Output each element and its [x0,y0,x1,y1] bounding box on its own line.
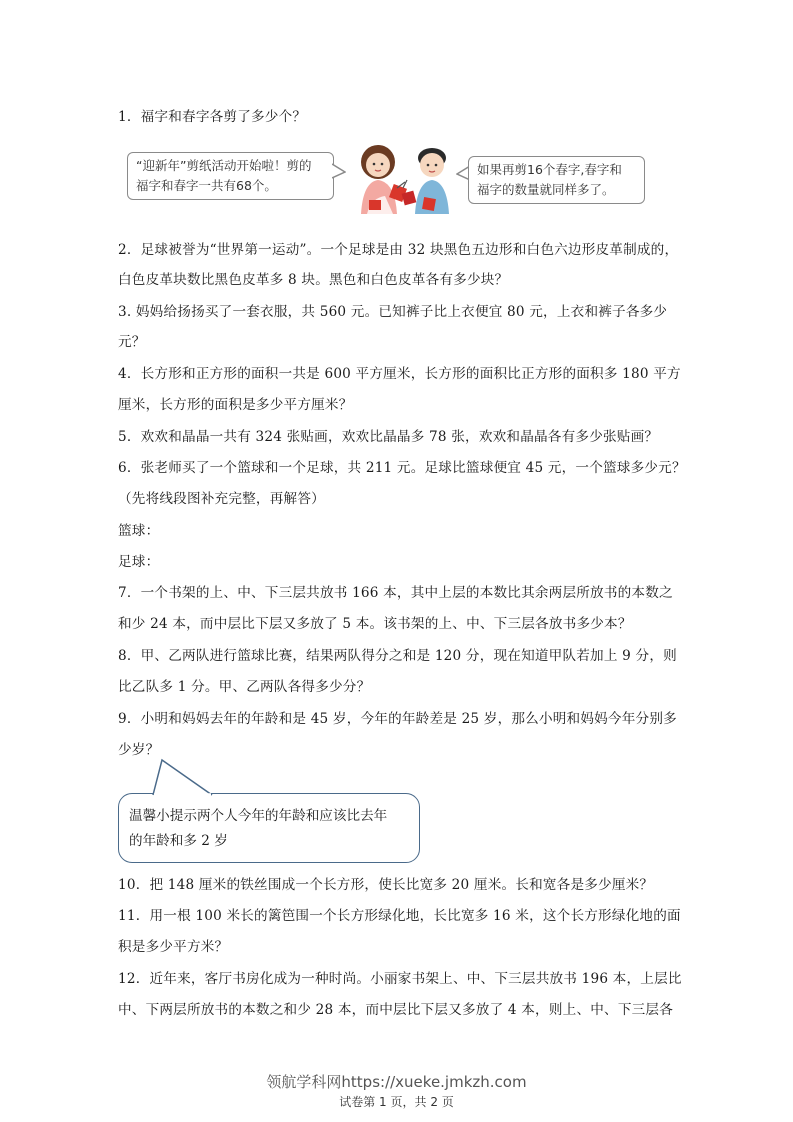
question-2-line-2: 白色皮革块数比黑色皮革多 8 块。黑色和白色皮革各有多少块？ [118,272,509,288]
question-6-football-label: 足球： [118,554,160,570]
left-bubble-line-2: 福字和春字一共有68个。 [136,178,277,193]
right-bubble-line-2: 福字的数量就同样多了。 [477,182,615,197]
callout-pointer-icon [150,758,220,796]
question-7-line-1: 7．一个书架的上、中、下三层共放书 166 本，其中上层的本数比其余两层所放书的本数之 [118,585,673,601]
question-9-line-2: 少岁？ [118,742,160,758]
left-speech-bubble [127,152,334,200]
question-12-line-2: 中、下两层所放书的本数之和少 28 本，而中层比下层又多放了 4 本，则上、中、下三层各 [118,1002,673,1018]
question-5: 5．欢欢和晶晶一共有 324 张贴画，欢欢比晶晶多 78 张，欢欢和晶晶各有多少张贴画？ [118,429,659,445]
watermark: 领航学科网https://xueke.jmkzh.com [266,1073,527,1091]
question-9-line-1: 9．小明和妈妈去年的年龄和是 45 岁，今年的年龄差是 25 岁，那么小明和妈妈今年分别多 [118,711,677,727]
right-bubble-line-1: 如果再剪16个春字,春字和 [477,162,622,177]
question-12-line-1: 12．近年来，客厅书房化成为一种时尚。小丽家书架上、中、下三层共放书 196 本，上层比 [118,971,682,987]
question-8-line-2: 比乙队多 1 分。甲、乙两队各得多少分？ [118,679,371,695]
question-11-line-2: 积是多少平方米？ [118,939,229,955]
right-speech-bubble [468,156,645,204]
tip-line-1: 温馨小提示两个人今年的年龄和应该比去年 [129,808,388,824]
question-3-line-1: 3. 妈妈给扬扬买了一套衣服，共 560 元。已知裤子比上衣便宜 80 元，上衣和裤子各多少 [118,304,668,320]
question-6-line-1: 6．张老师买了一个篮球和一个足球，共 211 元。足球比篮球便宜 45 元，一个篮球多少元？ [118,460,686,476]
question-7-line-2: 和少 24 本，而中层比下层又多放了 5 本。该书架的上、中、下三层各放书多少本？ [118,616,632,632]
question-4-line-1: 4．长方形和正方形的面积一共是 600 平方厘米，长方形的面积比正方形的面积多 180 平方 [118,366,681,382]
question-11-line-1: 11．用一根 100 米长的篱笆围一个长方形绿化地，长比宽多 16 米，这个长方形绿化地的面 [118,908,681,924]
question-2-line-1: 2．足球被誉为“世界第一运动”。一个足球是由 32 块黑色五边形和白色六边形皮革制成的， [118,242,679,258]
children-cutting-paper-icon [345,138,465,218]
question-3-line-2: 元？ [118,334,146,350]
bubble-tail-left-icon [332,162,346,182]
tip-callout [118,793,420,863]
tip-line-2: 的年龄和多 2 岁 [129,833,228,849]
question-6-basketball-label: 篮球： [118,523,160,539]
left-bubble-line-1: “迎新年”剪纸活动开始啦！剪的 [136,158,312,173]
page-number: 试卷第 1 页，共 2 页 [339,1095,454,1109]
question-10: 10．把 148 厘米的铁丝围成一个长方形，使长比宽多 20 厘米。长和宽各是多少厘米？ [118,877,654,893]
question-4-line-2: 厘米，长方形的面积是多少平方厘米？ [118,397,353,413]
question-8-line-1: 8．甲、乙两队进行篮球比赛，结果两队得分之和是 120 分，现在知道甲队若加上 9 分，则 [118,648,677,664]
question-6-line-2: （先将线段图补充完整，再解答） [118,491,325,507]
question-1: 1．福字和春字各剪了多少个？ [118,109,307,125]
illustration [125,138,645,218]
